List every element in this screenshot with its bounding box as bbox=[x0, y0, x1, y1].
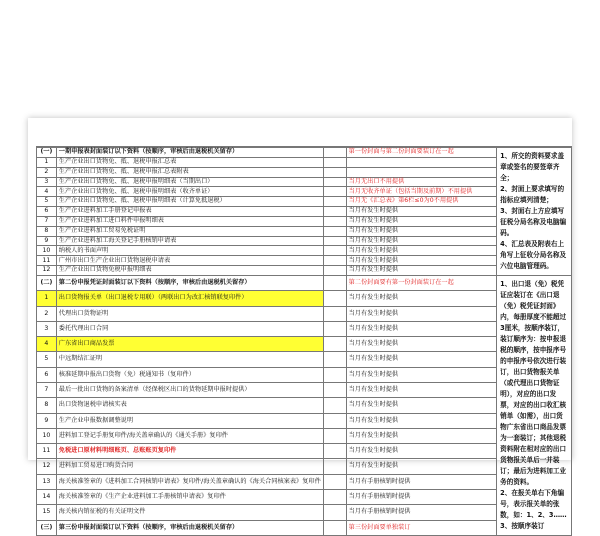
row-number: 13 bbox=[37, 474, 57, 489]
section-note: 第一份封面与第二份封面要装订在一起 bbox=[346, 148, 497, 158]
table-body bbox=[37, 148, 572, 536]
row-note: 当月有发生时提供 bbox=[346, 459, 497, 474]
row-number: 3 bbox=[37, 177, 57, 187]
row-note bbox=[346, 167, 497, 177]
copies-cell bbox=[323, 291, 346, 306]
material-name: 生产企业出口货物免、抵、退税申报明细表（当期出口） bbox=[56, 177, 323, 187]
section-title: 第三份申报封面装订以下资料（按顺序，审核后由退税机关留存） bbox=[56, 520, 323, 536]
table-row bbox=[37, 246, 572, 256]
copies-cell bbox=[323, 474, 346, 489]
copies-cell bbox=[323, 489, 346, 504]
row-number: 2 bbox=[37, 167, 57, 177]
table-row bbox=[37, 367, 572, 382]
material-name: 海关核准签章的《进料加工合同核销申请表》复印件/海关盖章确认的《海关合同核案表》复印件 bbox=[56, 474, 323, 489]
table-row bbox=[37, 291, 572, 306]
row-note: 当月有发生时提供 bbox=[346, 428, 497, 443]
row-note: 当月有发生时提供 bbox=[346, 256, 497, 266]
copies-cell bbox=[323, 352, 346, 367]
copies-cell bbox=[323, 505, 346, 520]
material-name: 生产企业出口货物免、抵、退税申报明细表（计算免抵退税） bbox=[56, 197, 323, 207]
copies-cell bbox=[323, 276, 346, 291]
row-number: 4 bbox=[37, 187, 57, 197]
copies-cell bbox=[323, 187, 346, 197]
copies-cell bbox=[323, 177, 346, 187]
material-name: 生产企业进料加工贸易免税证明 bbox=[56, 226, 323, 236]
section-row bbox=[37, 520, 572, 536]
copies-cell bbox=[323, 382, 346, 397]
copies-cell bbox=[323, 148, 346, 158]
table-row bbox=[37, 167, 572, 177]
copies-cell bbox=[323, 167, 346, 177]
section-note: 第二份封面要有第一份封面装订在一起 bbox=[346, 276, 497, 291]
section-title: 第二份申报凭证封面装订以下资料（按顺序，审核后由退税机关留存） bbox=[56, 276, 323, 291]
table-row bbox=[37, 398, 572, 413]
row-number: 7 bbox=[37, 216, 57, 226]
table-row bbox=[37, 157, 572, 167]
section-row bbox=[37, 148, 572, 158]
row-number: 5 bbox=[37, 352, 57, 367]
row-note: 当月无出口不用提供 bbox=[346, 177, 497, 187]
copies-cell bbox=[323, 444, 346, 459]
section-title: 一期申报表封面装订以下资料（按顺序，审核后由退税机关留存） bbox=[56, 148, 323, 158]
row-number: 9 bbox=[37, 236, 57, 246]
copies-cell bbox=[323, 398, 346, 413]
material-name: 中远期结汇证明 bbox=[56, 352, 323, 367]
material-name: 代理出口货物证明 bbox=[56, 306, 323, 321]
table-row bbox=[37, 444, 572, 459]
row-note: 当月有发生时提供 bbox=[346, 321, 497, 336]
copies-cell bbox=[323, 236, 346, 246]
material-name: 生产企业出口货物免税申报明细表 bbox=[56, 266, 323, 276]
table-row bbox=[37, 459, 572, 474]
requirements-first: 1、所交的资料要求盖章或签名的要签章齐全； 2、封面上要求填写的指标应填列清楚； 3、封面右上方应填写征税分局名称及电脑编码。 4、汇总表及附表右上角写上征收分局名称及六位电脑管理码。 bbox=[497, 148, 572, 276]
row-note: 当月无《汇总表》第6栏≤0为0不用提供 bbox=[346, 197, 497, 207]
table-row bbox=[37, 489, 572, 504]
row-note: 当月有手册核销时提供 bbox=[346, 489, 497, 504]
material-name: 生产企业申报数据调整说明 bbox=[56, 413, 323, 428]
row-number: 15 bbox=[37, 505, 57, 520]
row-note: 当月有发生时提供 bbox=[346, 352, 497, 367]
section-note: 第三份封面要单独装订 bbox=[346, 520, 497, 536]
row-note: 当月有发生时提供 bbox=[346, 444, 497, 459]
table-row bbox=[37, 352, 572, 367]
copies-cell bbox=[323, 207, 346, 217]
material-name: 免税进口原材料明细账页、总账账页复印件 bbox=[56, 444, 323, 459]
table-row bbox=[37, 382, 572, 397]
material-name: 生产企业出口货物免、抵、退税申报汇总表 bbox=[56, 157, 323, 167]
table-row bbox=[37, 266, 572, 276]
row-number: 10 bbox=[37, 246, 57, 256]
row-number: 11 bbox=[37, 444, 57, 459]
row-note: 当月有发生时提供 bbox=[346, 291, 497, 306]
copies-cell bbox=[323, 459, 346, 474]
spreadsheet-preview bbox=[28, 118, 572, 531]
row-note: 当月有发生时提供 bbox=[346, 306, 497, 321]
material-name: 生产企业出口货物免、抵、退税申报汇总表附表 bbox=[56, 167, 323, 177]
material-name: 委托代理出口合同 bbox=[56, 321, 323, 336]
row-number: 3 bbox=[37, 321, 57, 336]
row-note: 当月有发生时提供 bbox=[346, 216, 497, 226]
table-row bbox=[37, 321, 572, 336]
row-number: 2 bbox=[37, 306, 57, 321]
table-row bbox=[37, 236, 572, 246]
material-name: 最后一批出口货物的备案清单（经保税区出口的货物延期申报时提供） bbox=[56, 382, 323, 397]
material-name: 海关核准签章的《生产企业进料加工手册核销申请表》复印件 bbox=[56, 489, 323, 504]
row-note: 当月无收齐单证（包括当期及前期）不用提供 bbox=[346, 187, 497, 197]
table-row bbox=[37, 413, 572, 428]
requirements-second: 1、出口退（免）税凭证应装订在《出口退（免）税凭证封面》内，每册厚度不能超过3厘米，按顺序装订，装订顺序为：按申报退税的顺序，按申报序号的申报序号依次进行装订，出口货物报关单（或代理出口货物证明），对应的出口发票，对应的出口收汇核销单（如需），出口货物广东省出口商品发票为一套装订；其他退税资料附在相对应的出口货物报关单后一并装订；最后为进料加工业务的资料。 2、在报关单右下角编号，表示报关单的张数，如：1、2、3…… 3、按顺序装订 bbox=[497, 276, 572, 536]
table-row bbox=[37, 337, 572, 352]
copies-cell bbox=[323, 367, 346, 382]
table-row bbox=[37, 207, 572, 217]
material-name: 广州市出口生产企业出口货物退税申请表 bbox=[56, 256, 323, 266]
material-name: 核准延期申报出口货物（免）税通知书（复印件） bbox=[56, 367, 323, 382]
table-row bbox=[37, 474, 572, 489]
copies-cell bbox=[323, 246, 346, 256]
copies-cell bbox=[323, 216, 346, 226]
material-name: 广东省出口商品发票 bbox=[56, 337, 323, 352]
material-name: 生产企业进料加工进口料件申报明细表 bbox=[56, 216, 323, 226]
section-number: (二) bbox=[37, 276, 57, 291]
material-name: 出口货物退税申请核实表 bbox=[56, 398, 323, 413]
table-row bbox=[37, 428, 572, 443]
row-number: 5 bbox=[37, 197, 57, 207]
row-number: 6 bbox=[37, 367, 57, 382]
copies-cell bbox=[323, 520, 346, 536]
material-name: 海关核内销征税的有关证明文件 bbox=[56, 505, 323, 520]
row-note: 当月有发生时提供 bbox=[346, 266, 497, 276]
copies-cell bbox=[323, 266, 346, 276]
materials-table bbox=[36, 146, 572, 536]
copies-cell bbox=[323, 226, 346, 236]
row-number: 1 bbox=[37, 157, 57, 167]
copies-cell bbox=[323, 197, 346, 207]
row-number: 4 bbox=[37, 337, 57, 352]
copies-cell bbox=[323, 337, 346, 352]
row-number: 11 bbox=[37, 256, 57, 266]
row-number: 12 bbox=[37, 266, 57, 276]
row-note: 当月有手册核销时提供 bbox=[346, 505, 497, 520]
row-note: 当月有发生时提供 bbox=[346, 226, 497, 236]
row-note: 当月有发生时提供 bbox=[346, 207, 497, 217]
row-note: 当月有发生时提供 bbox=[346, 236, 497, 246]
section-number: (一) bbox=[37, 148, 57, 158]
row-note: 当月有手册核销时提供 bbox=[346, 474, 497, 489]
section-row bbox=[37, 276, 572, 291]
row-number: 9 bbox=[37, 413, 57, 428]
row-number: 10 bbox=[37, 428, 57, 443]
material-name: 出口货物报关单（出口退税专用联）（两联出口为改汇核销联复印件） bbox=[56, 291, 323, 306]
material-name: 生产企业出口货物免、抵、退税申报明细表（收齐单证） bbox=[56, 187, 323, 197]
table-row bbox=[37, 256, 572, 266]
material-name: 进料加工登记手册复印件/海关盖章确认的《通关手册》复印件 bbox=[56, 428, 323, 443]
table-row bbox=[37, 306, 572, 321]
material-name: 生产企业进料加工海关登记手册核销申请表 bbox=[56, 236, 323, 246]
copies-cell bbox=[323, 413, 346, 428]
table-row bbox=[37, 226, 572, 236]
copies-cell bbox=[323, 428, 346, 443]
material-name: 纳税人的书面声明 bbox=[56, 246, 323, 256]
row-note: 当月有发生时提供 bbox=[346, 398, 497, 413]
table-row bbox=[37, 177, 572, 187]
copies-cell bbox=[323, 256, 346, 266]
row-number: 12 bbox=[37, 459, 57, 474]
row-note: 当月有发生时提供 bbox=[346, 337, 497, 352]
row-number: 1 bbox=[37, 291, 57, 306]
row-note: 当月有发生时提供 bbox=[346, 246, 497, 256]
table-row bbox=[37, 187, 572, 197]
row-note: 当月有发生时提供 bbox=[346, 382, 497, 397]
row-note bbox=[346, 157, 497, 167]
table-row bbox=[37, 216, 572, 226]
copies-cell bbox=[323, 306, 346, 321]
copies-cell bbox=[323, 321, 346, 336]
row-number: 6 bbox=[37, 207, 57, 217]
row-number: 8 bbox=[37, 398, 57, 413]
table-row bbox=[37, 197, 572, 207]
section-number: (三) bbox=[37, 520, 57, 536]
material-name: 进料加工贸易进口购货合同 bbox=[56, 459, 323, 474]
row-number: 7 bbox=[37, 382, 57, 397]
row-note: 当月有发生时提供 bbox=[346, 413, 497, 428]
material-name: 生产企业进料加工手册登记申报表 bbox=[56, 207, 323, 217]
copies-cell bbox=[323, 157, 346, 167]
row-note: 当月有发生时提供 bbox=[346, 367, 497, 382]
row-number: 8 bbox=[37, 226, 57, 236]
row-number: 14 bbox=[37, 489, 57, 504]
table-row bbox=[37, 505, 572, 520]
